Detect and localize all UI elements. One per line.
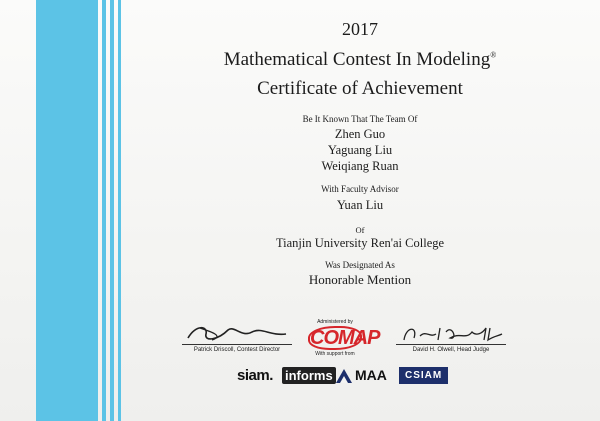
decorative-band <box>36 0 98 421</box>
director-signature <box>182 322 292 344</box>
maa-mark-icon <box>335 368 353 384</box>
judge-signature-block <box>392 322 510 353</box>
informs-logo: informs <box>282 367 336 384</box>
decorative-stripe <box>110 0 114 421</box>
decorative-stripe <box>118 0 121 421</box>
team-member: Weiqiang Ruan <box>321 159 399 173</box>
decorative-stripe <box>102 0 106 421</box>
award-designation: Honorable Mention <box>308 272 412 287</box>
designation-intro: Was Designated As <box>325 260 395 270</box>
comap-block <box>304 319 380 357</box>
csiam-logo: CSIAM <box>399 367 448 384</box>
director-signature-block <box>178 322 296 353</box>
maa-logo: MAA <box>355 367 387 383</box>
faculty-advisor: Yuan Liu <box>336 198 384 212</box>
of-label: Of <box>355 225 365 235</box>
advisor-intro: With Faculty Advisor <box>321 184 399 194</box>
registered-mark: ® <box>490 50 497 60</box>
team-member: Zhen Guo <box>334 127 386 141</box>
director-caption: Patrick Driscoll, Contest Director <box>193 347 281 353</box>
support-text: With support from <box>315 351 355 357</box>
signature-line <box>182 344 292 345</box>
comap-logo: COMAP <box>310 327 380 349</box>
judge-signature <box>396 322 506 344</box>
contest-title <box>155 49 565 71</box>
contest-title-text: Mathematical Contest In Modeling <box>223 49 491 70</box>
intro-text: Be It Known That The Team Of <box>302 114 418 124</box>
certificate-subtitle: Certificate of Achievement <box>257 78 463 99</box>
siam-logo: siam. <box>237 367 273 384</box>
administered-by-text: Administered by <box>317 319 353 325</box>
signature-line <box>396 344 506 345</box>
team-member: Yaguang Liu <box>327 143 393 157</box>
certificate-year: 2017 <box>342 19 378 39</box>
institution-name: Tianjin University Ren'ai College <box>275 236 445 250</box>
judge-caption: David H. Olwell, Head Judge <box>412 347 490 353</box>
